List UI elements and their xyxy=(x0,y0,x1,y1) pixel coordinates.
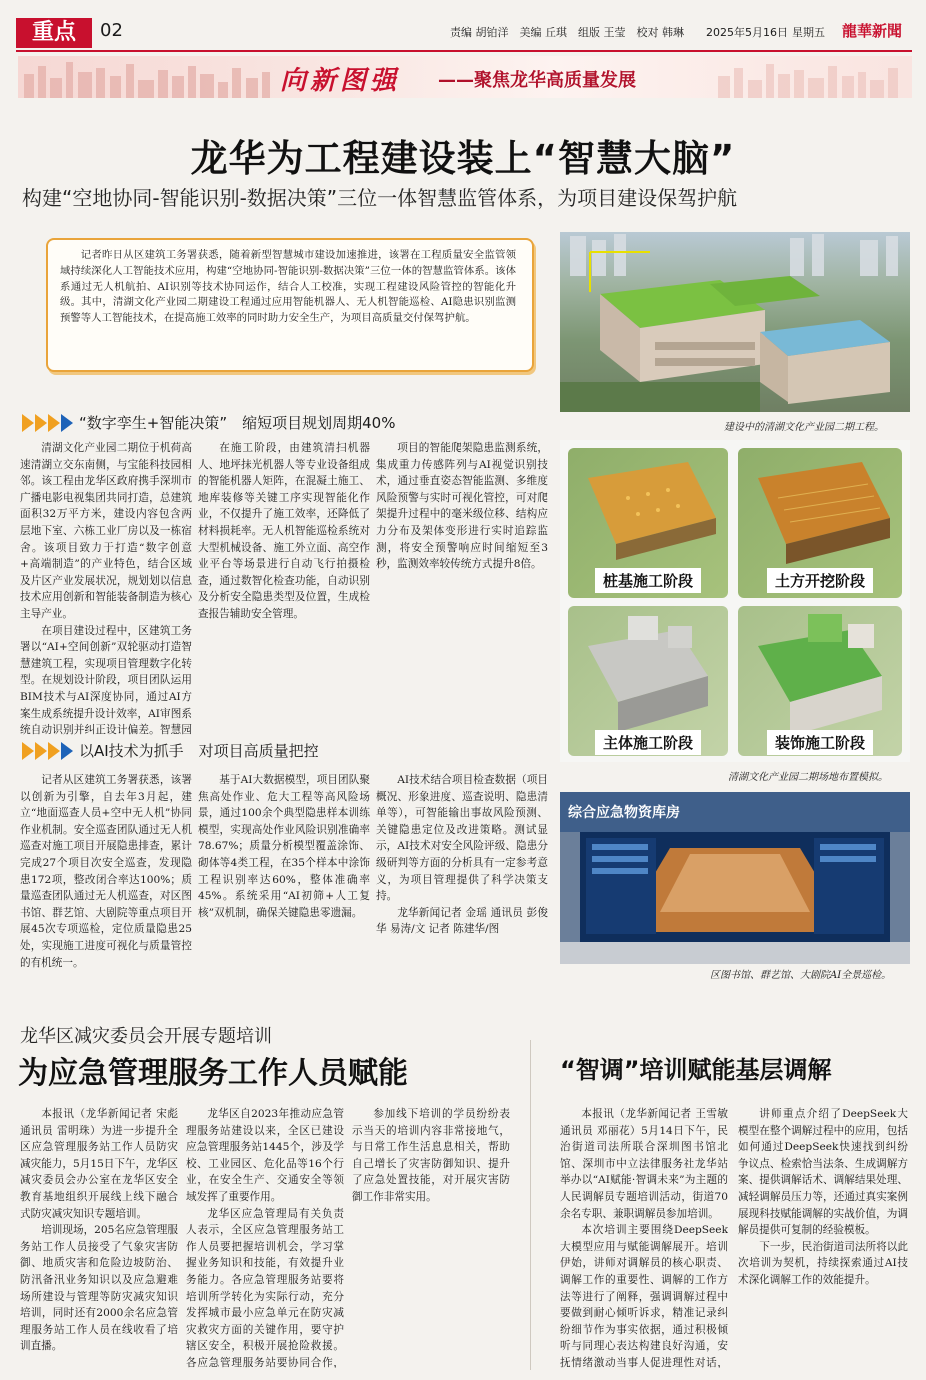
banner-subtitle: ——聚焦龙华高质量发展 xyxy=(438,70,636,91)
section1-paragraph: 清湖文化产业园二期位于机荷高速清湖立交东南侧，与宝能科技园相邻。该工程由龙华区政府携手深圳市广播电影电视集团共同打造，总建筑面积32万平方米，建设内容包含两层地下室、六栋工业厂房以及一栋宿舍。该项目致力于打造“数字创意+高端制造”的产业特色，结合区域及片区产业发展状况，规划划以信息技术应用创新和智能装备制造为核心主导产业。 xyxy=(20,442,192,620)
section1-paragraph: 在施工阶段，由建筑清扫机器人、地坪抹光机器人等专业设备组成的智能机器人矩阵，在混凝土施工、地库装修等关键工序实现智能化作业，不仅提升了施工效率，还降低了材料损耗率。无人机智能巡检系统对大型机械设备、施工外立面、高空作业平台等场景进行自动飞行拍摄检查，通过数智化检查功能，自动识别及分析安全隐患类型及位置，生成检查报告辅助安全管理。 xyxy=(198,442,370,620)
story2-column-2 xyxy=(186,1106,344,1368)
section1-column-3 xyxy=(376,440,548,736)
story3-column-2 xyxy=(738,1106,908,1368)
banner-title: 向新图强 xyxy=(280,66,401,96)
section-tag: 重点 xyxy=(16,18,92,48)
section1-paragraph: 在项目建设过程中，区建筑工务署以“AI+空间创新”双轮驱动打造智慧建筑工程，实现项目管理数字化转型。在规划设计阶段，项目团队运用BIM技术与AI深度协同，通过AI方案生成系统提升设计效率，AI审图系统自动识别并纠正设计偏差。智慧园 xyxy=(20,624,192,736)
section2-column-1 xyxy=(20,772,192,980)
story2-column-3 xyxy=(352,1106,510,1368)
lead-headline: 龙华为工程建设装上“智慧大脑” xyxy=(190,137,736,180)
theme-banner xyxy=(18,56,912,98)
story2-kicker: 龙华区减灾委员会开展专题培训 xyxy=(20,1026,272,1047)
section1-column-2 xyxy=(198,440,370,736)
stage-panel xyxy=(738,448,902,598)
story3-column-1 xyxy=(560,1106,728,1368)
story3-paragraph: 本次培训主要围绕DeepSeek大模型应用与赋能调解展开。培训伊始，讲师对调解员的核心职责、调解工作的重要性、调解的工作方法等进行了阐释，强调调解过程中要做到耐心倾听诉求，精准记录纠纷细节作为事实依据，通过积极倾听与同理心表达构建良好沟通，安抚情绪激动当事人促进理性对话， xyxy=(560,1224,728,1368)
photo3-caption: 区图书馆、群艺馆、大剧院AI全景巡检。 xyxy=(710,970,892,981)
stage-panel xyxy=(568,606,728,756)
section2-column-2 xyxy=(198,772,370,980)
story2-paragraph: 龙华区自2023年推动应急管理服务站建设以来，全区已建设应急管理服务站1445个，涉及学校、工业园区、危化品等16个行业，在安全生产、交通安全等领域发挥了重要作用。 xyxy=(186,1108,344,1203)
chevron-icon xyxy=(35,742,47,760)
credits: 责编 胡铂洋 美编 丘琪 组版 王莹 校对 韩琳 xyxy=(450,26,684,39)
construction-aerial-illustration xyxy=(560,232,910,412)
stage-label: 土方开挖阶段 xyxy=(767,568,873,593)
story3-paragraph: 本报讯（龙华新闻记者 王雪敏 通讯员 邓丽花）5月14日下午，民治街道司法所联合深圳图书馆北馆、深圳市中立法律服务社龙华站举办以“AI赋能·智调未来”为主题的人民调解员专题培训活动，街道70余名专职、兼职调解员参加培训。 xyxy=(560,1108,728,1220)
section2-paragraph: 基于AI大数据模型，项目团队聚焦高处作业、危大工程等高风险场景，通过100余个典型隐患样本训练模型，实现高处作业风险识别准确率78.67%；质量分析模型覆盖涂饰、砌体等4类工程，在35个样本中涂饰工程识别率达60%，整体准确率45%。系统采用“AI初筛+人工复核”双机制，确保关键隐患零遗漏。 xyxy=(198,774,370,919)
chevron-icon xyxy=(61,414,73,432)
photo1-caption: 建设中的清湖文化产业园二期工程。 xyxy=(724,422,884,433)
section1-title: “数字孪生+智能决策” 缩短项目规划周期40% xyxy=(79,414,396,432)
lead-subhead: 构建“空地协同-智能识别-数据决策”三位一体智慧监管体系，为项目建设保驾护航 xyxy=(22,186,738,210)
site-layout-simulation xyxy=(560,440,910,762)
story2-paragraph: 龙华区应急管理局有关负责人表示，全区应急管理服务站工作人员要把握培训机会，学习掌握业务知识和技能，有效提升业务能力。各应急管理服务站要将培训所学转化为实际行动，充分发挥城市最小应急单元在防灾减灾救灾方面的关键作用，要守护辖区安全，积极开展抢险救援。各应急管理服务站要协同合作， xyxy=(186,1207,344,1368)
stage-label: 桩基施工阶段 xyxy=(595,568,701,593)
stage-panel xyxy=(738,606,902,756)
chevron-icon xyxy=(48,742,60,760)
stage-label: 装饰施工阶段 xyxy=(767,730,873,755)
story2-paragraph: 培训现场，205名应急管理服务站工作人员接受了气象灾害防御、地质灾害和危险边坡防治、防汛备汛业务知识以及应急避难场所建设与管理等防灾减灾知识培训，同时还有2000余名应急管理服务站工作人员在线收看了培训直播。 xyxy=(20,1224,178,1353)
stage-label: 主体施工阶段 xyxy=(595,730,701,755)
issue-weekday: 星期五 xyxy=(792,26,825,39)
section2-title: 以AI技术为抓手 对项目高质量把控 xyxy=(79,742,319,760)
story2-paragraph: 本报讯（龙华新闻记者 宋彪 通讯员 雷明珠）为进一步提升全区应急管理服务站工作人员防灾减灾能力，5月15日下午，龙华区减灾委员会办公室在龙华区安全教育基地组织开展线上线下融合式防灾减灾知识专题培训。 xyxy=(20,1108,178,1220)
chevron-icon xyxy=(22,742,34,760)
section2-heading xyxy=(22,740,319,761)
story3-paragraph: 下一步，民治街道司法所将以此次培训为契机，持续探索通过AI技术深化调解工作的效能提升。 xyxy=(738,1240,908,1286)
construction-aerial-photo xyxy=(560,232,910,412)
section2-paragraph: AI技术结合项目检查数据（项目概况、形象进度、巡查说明、隐患清单等），可智能输出事故风险预测、关键隐患定位及改进策略。测试显示，AI技术对安全风险评级、隐患分级研判等方面的分析具有一定参考意义，为项目管理提供了科学决策支持。 xyxy=(376,774,548,903)
masthead-rule xyxy=(16,50,912,52)
screen-title-text: 综合应急物资库房 xyxy=(568,805,680,821)
column-divider xyxy=(530,1040,531,1370)
section1-heading xyxy=(22,412,395,433)
section2-column-3 xyxy=(376,772,548,980)
masthead xyxy=(0,0,926,52)
story2-headline: 为应急管理服务工作人员赋能 xyxy=(18,1056,408,1091)
section1-paragraph: 项目的智能爬架隐患监测系统，集成重力传感阵列与AI视觉识别技术，通过垂直姿态智能监测、多维度风险预警与实时可视化管控，可对爬架提升过程中的毫米级位移、结构应力分布及架体变形进行实时追踪监测，将安全预警响应时间缩短至3秒，监测效率较传统方式提升8倍。 xyxy=(376,442,548,571)
story2-column-1 xyxy=(20,1106,178,1368)
story2-paragraph: 参加线下培训的学员纷纷表示当天的培训内容非常接地气，与日常工作生活息息相关，帮助自己增长了灾害防御知识、提升了应急处置技能，对开展灾害防御工作非常实用。 xyxy=(352,1108,510,1203)
chevron-icon xyxy=(35,414,47,432)
stage-panel xyxy=(568,448,728,598)
newspaper-logo: 龍華新聞 xyxy=(842,22,903,40)
lead-summary-box xyxy=(46,238,534,372)
chevron-icon xyxy=(61,742,73,760)
story3-paragraph: 讲师重点介绍了DeepSeek大模型在整个调解过程中的应用，包括如何通过DeepSeek快速找到纠纷争议点、检索恰当法条、生成调解方案、提供调解话术、调解结果处理、减轻调解员压力等，还通过真实案例展现科技赋能调解的实战价值，为调解员提供可复制的经验模板。 xyxy=(738,1108,908,1237)
story3-headline: “智调”培训赋能基层调解 xyxy=(560,1056,832,1084)
section2-paragraph: 记者从区建筑工务署获悉，该署以创新为引擎，自去年3月起，建立“地面巡查人员+空中无人机”协同作业机制。安全巡查团队通过无人机巡查对施工项目开展隐患排查，累计完成27个项目次安全巡查，发现隐患172项，整改闭合率达100%；质量巡查团队通过无人机巡查，对区图书馆、群艺馆、大剧院等重点项目开展45次专项巡检，定位质量隐患25处，实现施工进度可视化与质量管控的有机统一。 xyxy=(20,774,192,969)
section1-column-1 xyxy=(20,440,192,736)
section2-byline: 龙华新闻记者 金瑶 通讯员 彭俊华 易涛/文 记者 陈建华/图 xyxy=(376,906,548,936)
command-center-photo xyxy=(560,792,910,964)
chevron-icon xyxy=(48,414,60,432)
issue-date: 2025年5月16日 xyxy=(706,26,788,39)
page-number: 02 xyxy=(100,20,123,41)
lead-summary-text: 记者昨日从区建筑工务署获悉，随着新型智慧城市建设加速推进，该署在工程质量安全监管领域持续深化人工智能技术应用，构建“空地协同-智能识别-数据决策”三位一体的智慧监管体系。该体系通过无人机航拍、AI识别等技术协同运作，结合人工校准，实现工程建设风险管控的智能化升级。其中，清湖文化产业园二期建设工程通过应用智能机器人、无人机智能巡检、AI隐患识别监测预警等人工智能技术，在提高施工效率的同时助力安全生产，为项目高质量交付保驾护航。 xyxy=(60,249,516,325)
chevron-icon xyxy=(22,414,34,432)
photo2-caption: 清湖文化产业园二期场地布置模拟。 xyxy=(728,772,888,783)
